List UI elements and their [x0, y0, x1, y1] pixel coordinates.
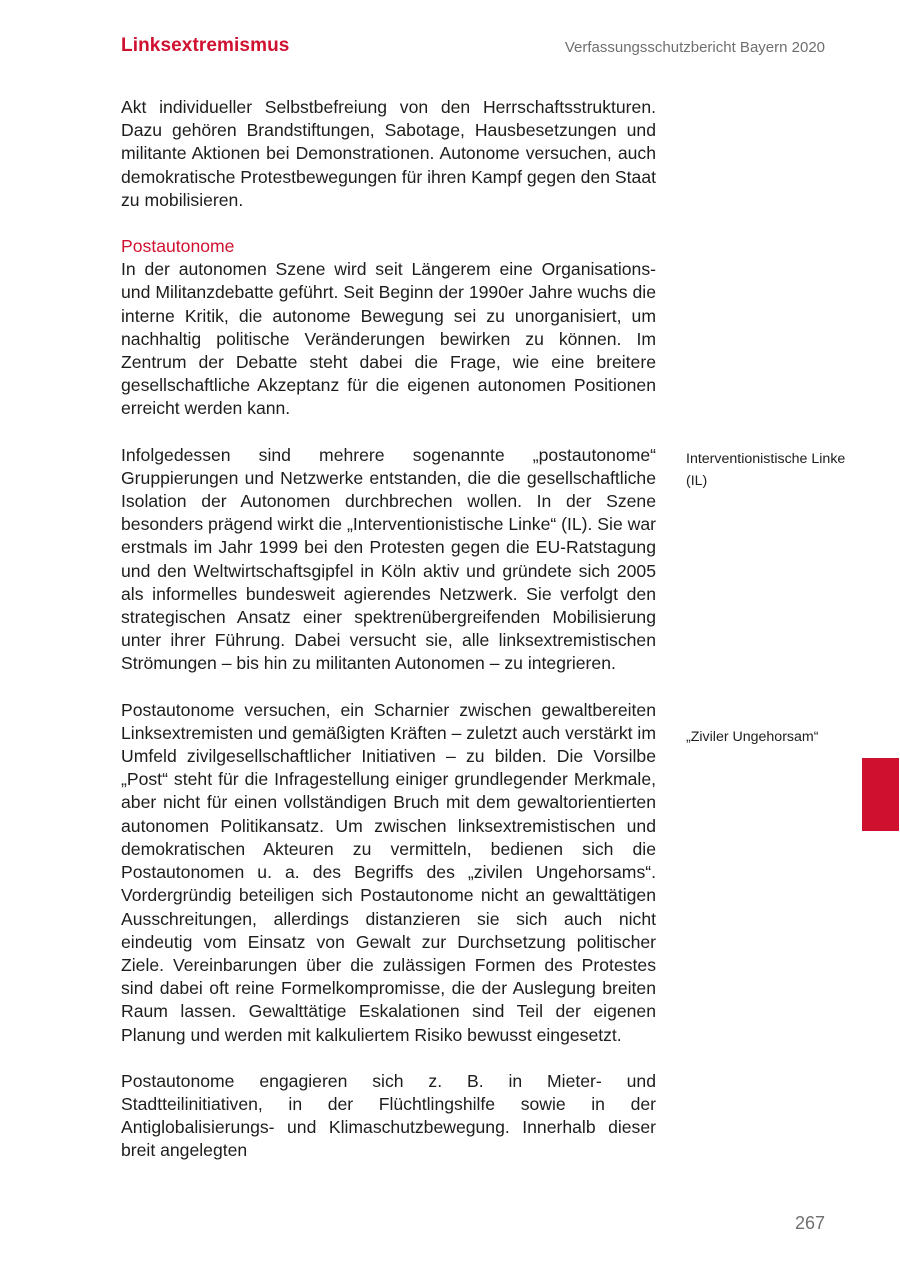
margin-note-ziviler-ungehorsam: „Ziviler Ungehorsam“ [686, 729, 819, 745]
chapter-tab-marker [862, 758, 899, 831]
paragraph-1: Akt individueller Selbstbefreiung von den Herrschaftsstrukturen. Dazu gehören Brandstiftungen, Sabotage, Hausbesetzungen und militante Aktionen bei Demonstrationen. Autonome versuchen, auch demokratische Protestbewegungen für ihren Kampf gegen den Staat zu mobilisieren. [121, 97, 656, 210]
paragraph-3: Infolgedessen sind mehrere sogenannte „postautonome“ Gruppierungen und Netzwerke entstanden, die die gesellschaftliche Isolation der Autonomen durchbrechen wollen. In der Szene besonders prägend wirkt die „Interventionistische Linke“ (IL). Sie war erstmals im Jahr 1999 bei den Protesten gegen die EU-Ratstagung und den Weltwirtschaftsgipfel in Köln aktiv und gründete sich 2005 als informelles bundesweit agierendes Netzwerk. Sie verfolgt den strategischen Ansatz einer spektrenübergreifenden Mobilisierung unter ihrer Führung. Dabei versucht sie, alle linksextremistischen Strömungen – bis hin zu militanten Autonomen – zu integrieren. [121, 444, 656, 674]
paragraph-2: In der autonomen Szene wird seit Längerem eine Organisations- und Militanzdebatte geführt. Seit Beginn der 1990er Jahre wuchs die interne Kritik, die autonome Bewegung sei zu unorganisiert, um nachhaltig politische Veränderungen bewirken zu können. Im Zentrum der Debatte steht dabei die Frage, wie eine breitere gesellschaftliche Akzeptanz für die eigenen autonomen Positionen erreicht werden kann. [121, 259, 656, 419]
paragraph-5: Postautonome engagieren sich z. B. in Mieter- und Stadtteilinitiativen, in der Flüchtlingshilfe sowie in der Antiglobalisierungs- und Klimaschutzbewegung. Innerhalb dieser breit angelegten [121, 1070, 656, 1161]
section-title: Linksextremismus [121, 35, 290, 56]
margin-note-interventionistische-linke: Interventionistische Linke (IL) [686, 451, 846, 489]
page-number: 267 [794, 1213, 825, 1233]
report-title: Verfassungsschutzbericht Bayern 2020 [564, 39, 825, 56]
subheading-postautonome: Postautonome [121, 236, 235, 257]
paragraph-4: Postautonome versuchen, ein Scharnier zwischen gewaltbereiten Linksextremisten und gemäßigten Kräften – zuletzt auch verstärkt im Umfeld zivilgesellschaftlicher Initiativen – zu bilden. Die Vorsilbe „Post“ steht für die Infragestellung einiger grundlegender Merkmale, aber nicht für einen vollständigen Bruch mit dem gewaltorientierten autonomen Politikansatz. Um zwischen linksextremistischen und demokratischen Akteuren zu vermitteln, bedienen sich die Postautonomen u. a. des Begriffs des „zivilen Ungehorsams“. Vordergründig beteiligen sich Postautonome nicht an gewalttätigen Ausschreitungen, allerdings distanzieren sie sich auch nicht eindeutig vom Einsatz von Gewalt zur Durchsetzung politischer Ziele. Vereinbarungen über die zulässigen Formen des Protestes sind dabei oft reine Formelkompromisse, die der Auslegung breiten Raum lassen. Gewalttätige Eskalationen sind Teil der eigenen Planung und werden mit kalkuliertem Risiko bewusst eingesetzt. [121, 699, 656, 1045]
main-text-column [121, 96, 656, 1163]
